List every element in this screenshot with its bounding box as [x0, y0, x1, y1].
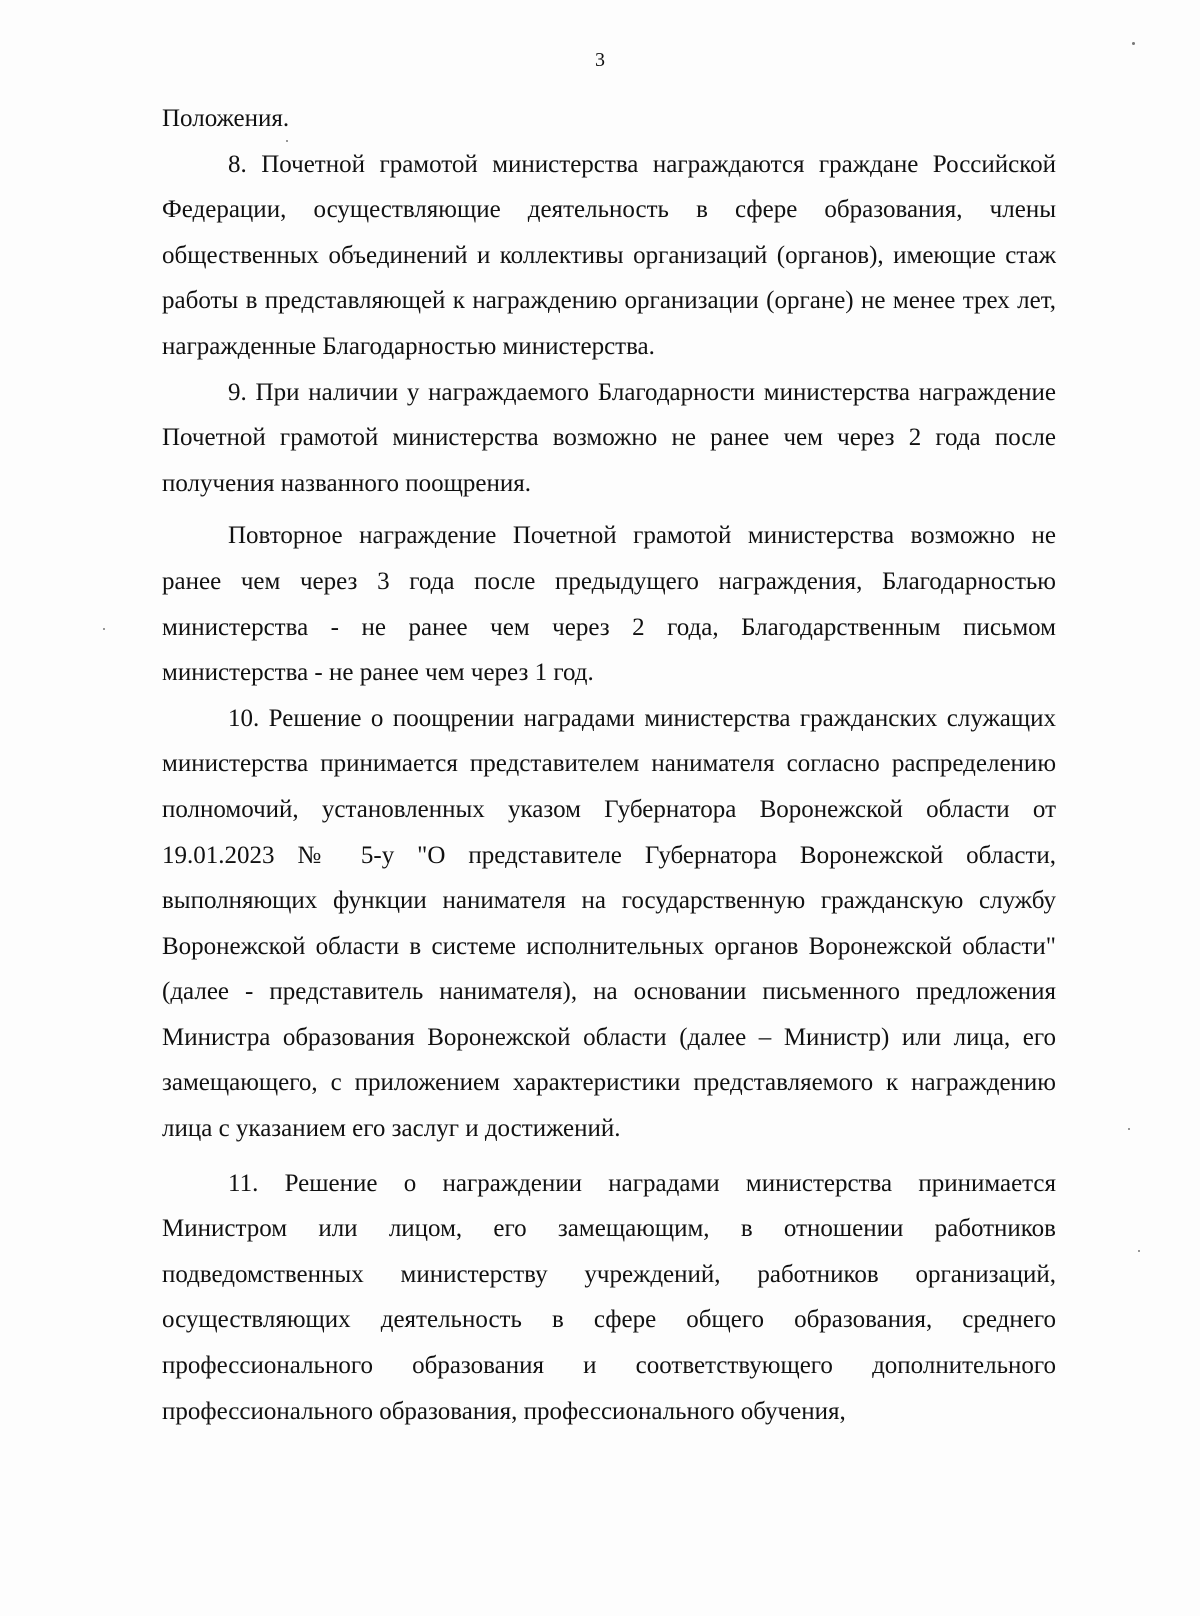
paragraph-9-repeat-award: Повторное награждение Почетной грамотой министерства возможно не ранее чем через 3 года после предыдущего награждения, Благодарностью министерства - не ранее чем через 2 года, Благодарственным письмом министерства - не ранее чем через 1 год.: [162, 522, 1056, 687]
document-body: [162, 96, 1056, 1434]
scan-speck: [103, 628, 105, 630]
paragraph-continuation: Положения.: [162, 105, 290, 132]
scan-speck: [1128, 1128, 1130, 1130]
paragraph-8: 8. Почетной грамотой министерства награждаются граждане Российской Федерации, осуществляющие деятельность в сфере образования, члены общественных объединений и коллективы организаций (органов), имеющие стаж работы в представляющей к награждению организации (органе) не менее трех лет, награжденные Благодарностью министерства.: [162, 150, 1056, 360]
scan-speck: [1138, 1250, 1140, 1252]
paragraph-10: 10. Решение о поощрении наградами министерства гражданских служащих министерства принимается представителем нанимателя согласно распределению полномочий, установленных указом Губернатора Воронежской области от 19.01.2023 № 5-у "О представителе Губернатора Воронежской области, выполняющих функции нанимателя на государственную гражданскую службу Воронежской области в системе исполнительных органов Воронежской области" (далее - представитель нанимателя), на основании письменного предложения Министра образования Воронежской области (далее – Министр) или лица, его замещающего, с приложением характеристики представляемого к награждению лица с указанием его заслуг и достижений.: [162, 704, 1056, 1143]
scan-speck: [286, 140, 288, 142]
paragraph-11: 11. Решение о награждении наградами министерства принимается Министром или лицом, его замещающим, в отношении работников подведомственных министерству учреждений, работников организаций, осуществляющих деятельность в сфере общего образования, среднего профессионального образования и соответствующего дополнительного профессионального образования, профессионального обучения,: [162, 1169, 1056, 1425]
paragraph-9: 9. При наличии у награждаемого Благодарности министерства награждение Почетной грамотой министерства возможно не ранее чем через 2 года после получения названного поощрения.: [162, 378, 1056, 497]
scan-speck: [1132, 42, 1135, 45]
page-number: 3: [595, 49, 605, 71]
